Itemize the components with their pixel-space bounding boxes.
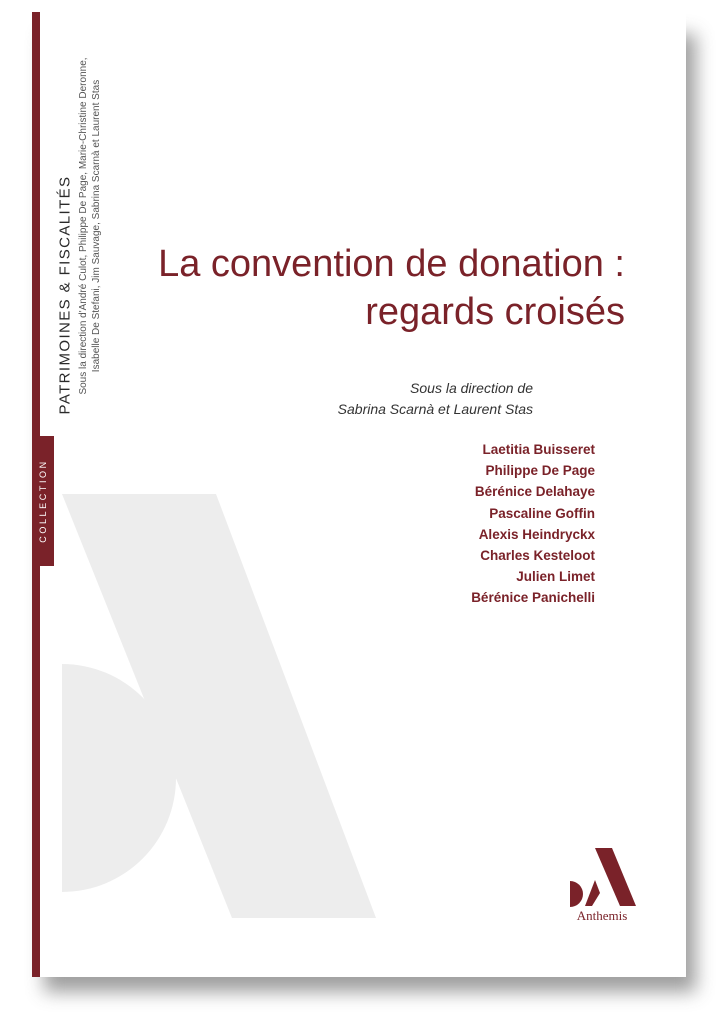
author-name: Philippe De Page <box>485 463 595 479</box>
publisher-name: Anthemis <box>576 908 628 923</box>
author-name: Pascaline Goffin <box>489 505 595 521</box>
side-authors <box>77 57 103 394</box>
author-name: Julien Limet <box>516 569 595 585</box>
author-name: Alexis Heindryckx <box>478 526 595 542</box>
directors: Sabrina Scarnà et Laurent Stas <box>337 401 533 417</box>
author-name: Bérénice Panichelli <box>471 590 595 606</box>
series-title: PATRIMOINES & FISCALITÉS <box>56 175 74 415</box>
book-title <box>158 240 625 336</box>
book-title-line: La convention de donation : <box>158 243 625 285</box>
publisher-logo-icon <box>562 848 642 938</box>
direction-label: Sous la direction de <box>410 380 533 396</box>
collection-label: COLLECTION <box>38 459 48 543</box>
side-authors-line: Sous la direction d'André Culot, Philippe De Page, Marie-Christine Deronne, <box>78 57 89 395</box>
direction-block <box>338 378 533 420</box>
author-name: Charles Kesteloot <box>480 548 595 564</box>
author-name: Laetitia Buisseret <box>482 442 595 457</box>
book-title-line: regards croisés <box>365 291 625 333</box>
book-cover <box>32 12 686 977</box>
side-authors-line: Isabelle De Stefani, Jim Sauvage, Sabrina Scarnà et Laurent Stas <box>91 79 102 373</box>
author-list <box>471 439 595 609</box>
author-name: Bérénice Delahaye <box>474 484 595 500</box>
